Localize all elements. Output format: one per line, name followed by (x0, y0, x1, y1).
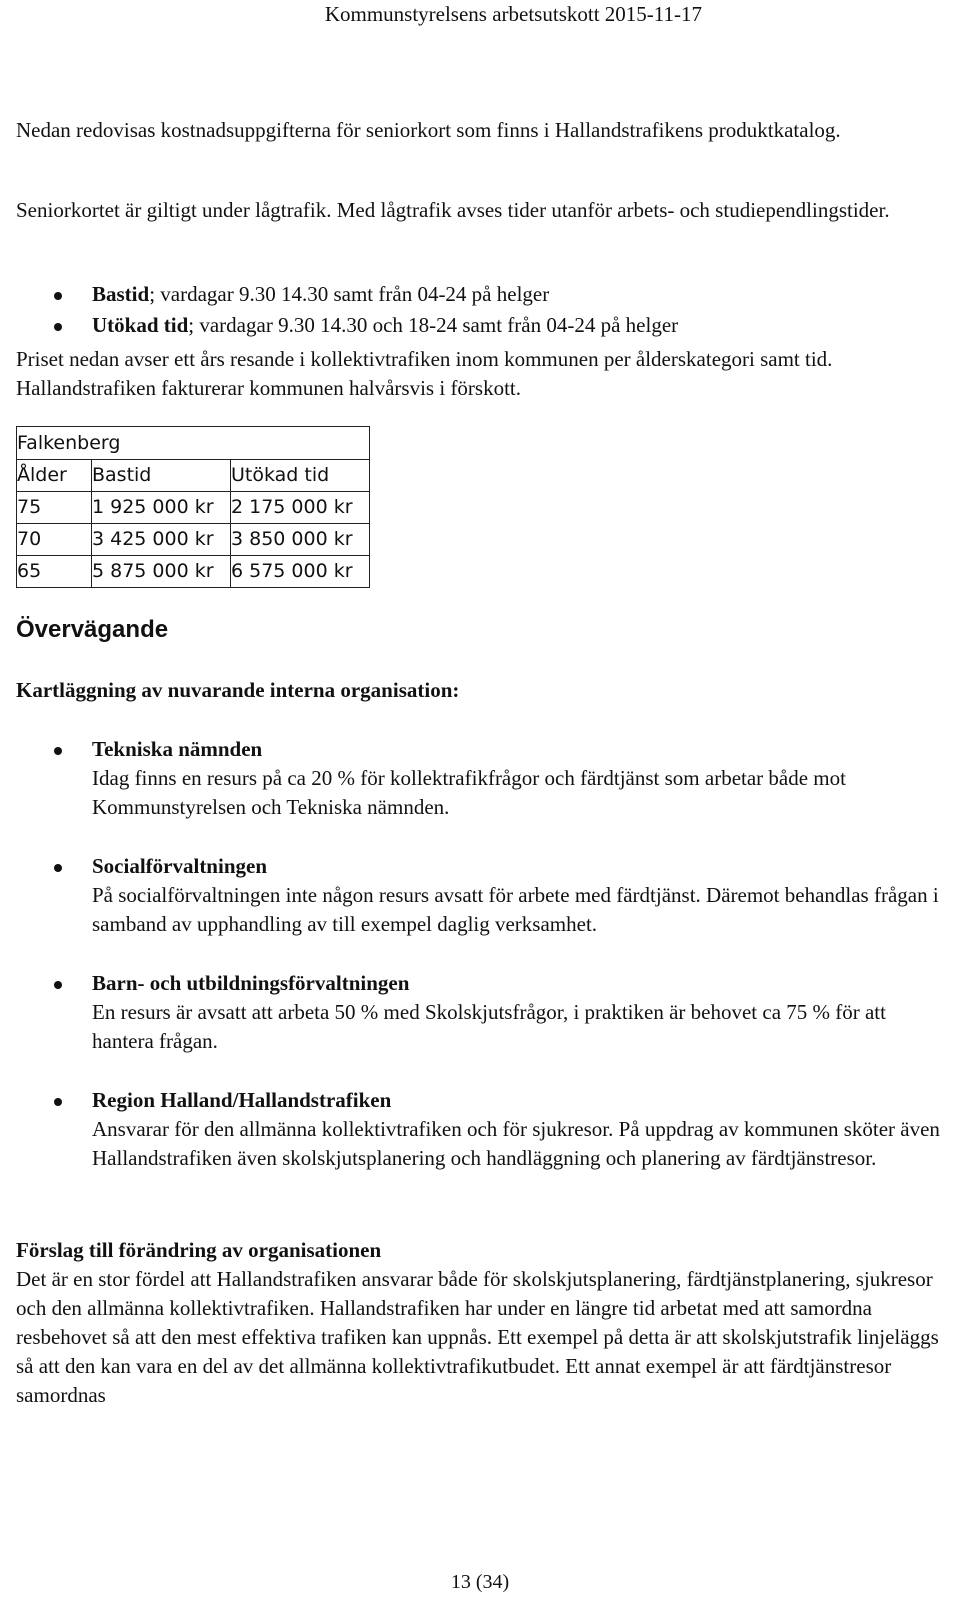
bullet-icon (54, 323, 62, 331)
table-cell: 70 (17, 524, 92, 556)
table-cell: 65 (17, 556, 92, 588)
list-item-title: Region Halland/Hallandstrafiken (92, 1088, 392, 1112)
table-header-row (17, 460, 370, 492)
bullet-icon (54, 747, 62, 755)
list-item-title: Tekniska nämnden (92, 737, 263, 761)
intro-paragraph-2: Seniorkortet är giltigt under lågtrafik. Med lågtrafik avses tider utanför arbets- och studiependlingstider. (16, 198, 890, 222)
proposal-heading: Förslag till förändring av organisationen (16, 1238, 382, 1262)
list-item-body: Idag finns en resurs på ca 20 % för kollektrafikfrågor och färdtjänst som arbetar både mot Kommunstyrelsen och Tekniska nämnden. (92, 766, 846, 819)
table-row (17, 492, 370, 524)
page-header: Kommunstyrelsens arbetsutskott 2015-11-17 (324, 2, 702, 26)
table-cell: 75 (17, 492, 92, 524)
page-number: 13 (34) (450, 1571, 510, 1593)
list-item (16, 969, 946, 1056)
table-cell: 5 875 000 kr (92, 556, 231, 588)
list-item (16, 735, 946, 822)
list-item-text: ; vardagar 9.30 14.30 och 18-24 samt från 04-24 på helger (188, 313, 679, 337)
subsection-heading: Kartläggning av nuvarande interna organisation: (16, 678, 460, 702)
bullet-icon (54, 292, 62, 300)
bullet-icon (54, 864, 62, 872)
table-title-row (17, 427, 370, 460)
list-item-body: Ansvarar för den allmänna kollektivtrafiken och för sjukresor. På uppdrag av kommunen sköter även Hallandstrafiken även skolskjutsplanering och handläggning och planering av färdtjänstresor. (92, 1117, 940, 1170)
column-header: Ålder (17, 460, 92, 492)
table-cell: 6 575 000 kr (231, 556, 370, 588)
proposal-body: Det är en stor fördel att Hallandstrafiken ansvarar både för skolskjutsplanering, färdtjänstplanering, sjukresor och den allmänna kollektivtrafiken. Hallandstrafiken har under en längre tid arbetat med att samordna resbehovet så att den mest effektiva trafiken kan uppnås. Ett exempel på detta är att skolskjutstrafik linjeläggs så att den kan vara en del av det allmänna kollektivtrafikutbudet. Ett annat exempel är att färdtjänstresor samordnas (16, 1267, 939, 1407)
organisation-list (16, 735, 946, 1173)
section-heading: Övervägande (16, 616, 169, 643)
intro-paragraph-1: Nedan redovisas kostnadsuppgifterna för seniorkort som finns i Hallandstrafikens produktkatalog. (16, 118, 841, 142)
column-header: Utökad tid (231, 460, 370, 492)
list-item-title: Barn- och utbildningsförvaltningen (92, 971, 410, 995)
intro-paragraph-3: Priset nedan avser ett års resande i kollektivtrafiken inom kommunen per ålderskategori samt tid. Hallandstrafiken fakturerar kommunen halvårsvis i förskott. (16, 347, 833, 400)
list-item (16, 852, 946, 939)
list-item-label: Bastid (92, 282, 150, 306)
bullet-icon (54, 1098, 62, 1106)
column-header: Bastid (92, 460, 231, 492)
list-item (16, 280, 946, 311)
list-item-label: Utökad tid (92, 313, 189, 337)
ticket-type-list (16, 280, 946, 342)
list-item-body: På socialförvaltningen inte någon resurs avsatt för arbete med färdtjänst. Däremot behandlas frågan i samband av upphandling av till exempel daglig verksamhet. (92, 883, 939, 936)
table-title: Falkenberg (17, 427, 370, 460)
table-cell: 3 850 000 kr (231, 524, 370, 556)
table-cell: 2 175 000 kr (231, 492, 370, 524)
table-cell: 3 425 000 kr (92, 524, 231, 556)
bullet-icon (54, 981, 62, 989)
table-row (17, 556, 370, 588)
list-item-title: Socialförvaltningen (92, 854, 268, 878)
list-item (16, 1086, 946, 1173)
table-cell: 1 925 000 kr (92, 492, 231, 524)
price-table (16, 426, 370, 588)
list-item-body: En resurs är avsatt att arbeta 50 % med Skolskjutsfrågor, i praktiken är behovet ca 75 % för att hantera frågan. (92, 1000, 886, 1053)
table-row (17, 524, 370, 556)
list-item (16, 311, 946, 342)
list-item-text: ; vardagar 9.30 14.30 samt från 04-24 på helger (149, 282, 550, 306)
